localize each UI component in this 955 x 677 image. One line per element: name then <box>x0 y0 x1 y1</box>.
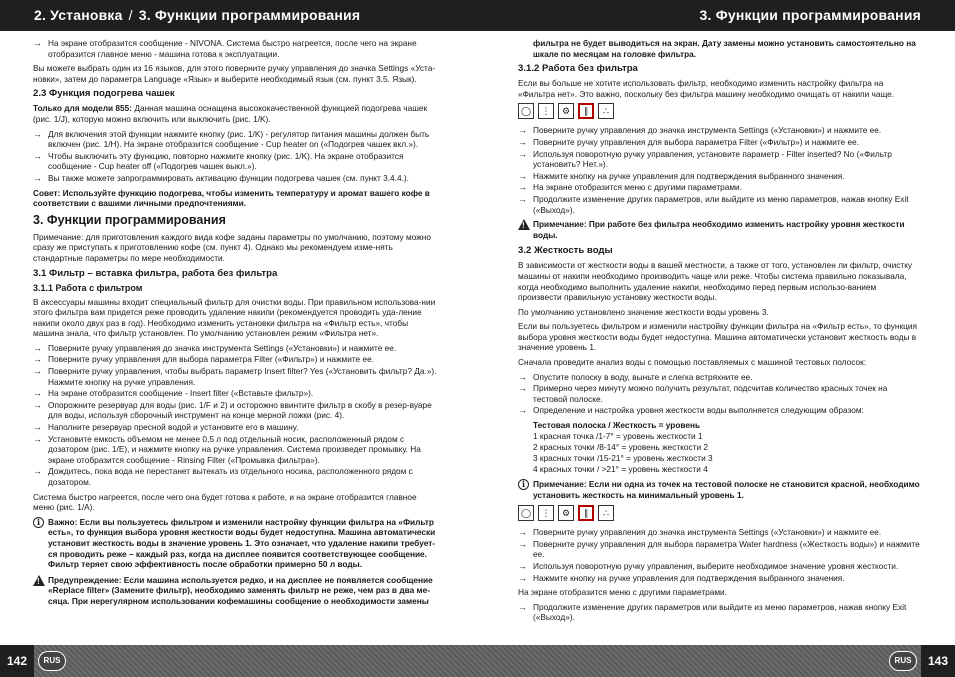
language-badge-left: RUS <box>38 651 66 671</box>
arrow-icon: → <box>518 125 527 136</box>
arrow-icon: → <box>518 572 527 583</box>
arrow-icon: → <box>518 371 527 382</box>
paragraph: В зависимости от жесткости воды в вашей местности, а также от того, установлен ли фильтр, очистку машины от накипи необходимо производить чаще или реже. Чтобы система правильно показывала, когда необходимо выполнить удаление накипи, необходимо перед первым использо-ванием произвести правильную установку жесткости воды. <box>518 260 913 303</box>
list-item: → Установите емкость объемом не менее 0,5 л под отдельный носик, расположенный рядом с дозатором (рис. 1/E), и нажмите кнопку на ручке управления. Система произведет промывку. На экране отобразится сообщение - Rinsing Filter («Промывка фильтра»). <box>33 433 421 465</box>
descale-icon: ∴ <box>598 505 614 521</box>
list-item: → Поверните ручку управления до значка инструмента Settings («Установки») и нажмите ее. <box>518 527 882 538</box>
section-heading: 3.1.2 Работа без фильтра <box>518 63 638 75</box>
paragraph: Если вы больше не хотите использовать фильтр, необходимо изменить настройку фильтра на «Фильтра нет». Это важно, поскольку без фильтра машину необходимо очищать от накипи чаще. <box>518 78 895 99</box>
arrow-icon: → <box>518 601 527 612</box>
list-item: → Поверните ручку управления до значка инструмента Settings («Установки») и нажмите ее. <box>518 125 882 136</box>
paragraph: На экране отобразится меню с другими параметрами. <box>518 587 727 598</box>
brush-drops-icon: ⋮ <box>538 505 554 521</box>
list-item: → Продолжите изменение других параметров или выйдите из меню параметров, нажав кнопку Exit («Выход»). <box>518 601 907 623</box>
paragraph: Система быстро нагреется, после чего она будет готова к работе, и на экране отобразится главное меню (рис. 1/A). <box>33 491 417 513</box>
list-item: → Дождитесь, пока вода не перестанет вытекать из отдельного носика, расположенного рядом с дозатором. <box>33 466 413 487</box>
warning-icon <box>33 575 45 587</box>
list-item: → Используя поворотную ручку управления, выберите необходимое значение уровня жесткости. <box>518 560 899 571</box>
arrow-icon: → <box>33 433 42 444</box>
paragraph: Если вы пользуетесь фильтром и изменили настройку функции фильтра на «Фильтр есть», то функция выбора уровня жесткости воды будет недоступна. Машина автоматически установит жесткость воды в значение уровень 1. <box>518 321 917 353</box>
hardness-row: 3 красных точки /15-21° = уровень жесткости 3 <box>533 453 713 464</box>
footer-bar <box>0 645 955 677</box>
arrow-icon: → <box>33 466 42 477</box>
hardness-title: Тестовая полоска / Жесткость = уровень <box>533 420 701 431</box>
list-item: → Нажмите кнопку на ручке управления для подтверждения выбранного значения. <box>518 170 845 181</box>
arrow-icon: → <box>518 182 527 193</box>
cup-icon: ◯ <box>518 505 534 521</box>
left-column <box>33 38 439 612</box>
filter-steps-list <box>33 343 439 488</box>
header-left <box>34 7 360 23</box>
brush-drops-icon: ⋮ <box>538 103 554 119</box>
arrow-icon: → <box>518 405 527 416</box>
menu-icon-row <box>518 103 922 119</box>
arrow-icon: → <box>33 399 42 410</box>
important-note: i Важно: Если вы пользуетесь фильтром и изменили настройку функции фильтра на «Фильтр есть», то функция выбора уровня жесткости воды будет недоступна. Машина автоматически установит жесткость воды в значение уровень 1. Это означает, что удаление накипи требует-ся проводить реже – каждый раз, когда на дисплее появится соответствующее сообщение. Фильтр теряет свою эффективность после обработки примерно 50 л воды. <box>33 517 439 570</box>
test-strip-list <box>518 372 922 416</box>
info-note: i Примечание: Если ни одна из точек на тестовой полоске не становится красной, необходимо установить жесткость на минимальный уровень 1. <box>518 479 922 500</box>
header-separator: / <box>128 7 133 23</box>
hardness-steps-list <box>518 527 922 583</box>
exit-list <box>518 602 922 623</box>
arrow-icon: → <box>518 148 527 159</box>
arrow-icon: → <box>518 383 527 394</box>
paragraph: Только для модели 855: Данная машина оснащена высококачественной функцией подогрева чашек (рис. 1/J), которую можно включить или выключить (рис. 1/K). <box>33 103 428 124</box>
arrow-icon: → <box>33 366 42 377</box>
advice-text: Совет: Используйте функцию подогрева, чтобы изменить температуру и аромат вашего кофе в соответствии с вашими личными предпочтениями. <box>33 187 430 209</box>
cup-icon: ◯ <box>518 103 534 119</box>
list-item: → Поверните ручку управления для выбора параметра Filter («Фильтр») и нажмите ее. <box>33 354 375 365</box>
arrow-icon: → <box>518 170 527 181</box>
cup-heater-list <box>33 129 439 184</box>
arrow-icon: → <box>33 38 42 48</box>
arrow-icon: → <box>33 388 42 399</box>
language-badge-right: RUS <box>889 651 917 671</box>
arrow-icon: → <box>518 527 527 538</box>
paragraph: По умолчанию установлено значение жесткости воды уровень 3. <box>518 306 769 317</box>
list-item: → Нажмите кнопку на ручке управления для подтверждения выбранного значения. <box>518 572 845 583</box>
section-heading: 3.1 Фильтр – вставка фильтра, работа без фильтра <box>33 267 278 279</box>
header-left-chapter: 3. Функции программирования <box>138 7 361 23</box>
header-left-section: 2. Установка <box>34 7 123 23</box>
list-item: → На экране отобразится меню с другими параметрами. <box>518 182 742 193</box>
warning-note: ! Предупреждение: Если машина используется редко, и на дисплее не появляется сообщение «Replace filter» (Замените фильтр), необходимо заменять фильтр не реже, чем раз в два ме-сяца. При нерегулярном использовании кофемашины сообщение о необходимости замены <box>33 575 439 607</box>
settings-icon: ⚙ <box>558 505 574 521</box>
header-right: 3. Функции программирования <box>699 7 921 23</box>
list-item: → Поверните ручку управления для выбора параметра Filter («Фильтр») и нажмите ее. <box>518 136 860 147</box>
descale-icon: ∴ <box>598 103 614 119</box>
list-item: → Опустите полоску в воду, выньте и слегка встряхните ее. <box>518 371 753 382</box>
no-filter-steps-list <box>518 125 922 215</box>
subsection-heading: 3.1.1 Работа с фильтром <box>33 282 143 293</box>
list-item: → Примерно через минуту можно получить результат, подсчитав количество красных точек на тестовой полоске. <box>518 383 888 404</box>
list-item: → Определение и настройка уровня жесткости воды выполняется следующим образом: <box>518 405 864 416</box>
caution-note: ! Примечание: При работе без фильтра необходимо изменить настройку уровня жесткости воды. <box>518 219 922 240</box>
info-icon: i <box>33 517 45 529</box>
arrow-icon: → <box>33 150 42 161</box>
list-item: → Поверните ручку управления, чтобы выбрать параметр Insert filter? Yes («Установить фильтр? Да.»). Нажмите кнопку на ручке управления. <box>33 366 437 387</box>
arrow-icon: → <box>33 128 42 139</box>
arrow-icon: → <box>518 193 527 204</box>
warning-icon <box>518 219 530 231</box>
right-column <box>518 38 922 627</box>
hardness-row: 2 красных точки /8-14° = уровень жесткости 2 <box>533 442 709 453</box>
arrow-icon: → <box>518 560 527 571</box>
list-item: → Продолжите изменение других параметров, или выйдите из меню параметров, нажав кнопку Exit («Выход»). <box>518 193 909 215</box>
paragraph: Примечание: для приготовления каждого вида кофе заданы параметры по умолчанию, поэтому можно сразу же приступать к приготовлению кофе (см. пункт 4). Однако мы рекомендуем изме-нять стандартные параметры по мере необходимости. <box>33 231 431 263</box>
arrow-icon: → <box>33 422 42 433</box>
list-item: → Поверните ручку управления до значка инструмента Settings («Установки») и нажмите ее. <box>33 342 397 353</box>
filter-icon: ∥ <box>578 505 594 521</box>
section-heading: 3.2 Жесткость воды <box>518 245 613 257</box>
arrow-icon: → <box>33 342 42 353</box>
list-item: → Используя поворотную ручку управления, установите параметр - Filter inserted? No («Фильтр установить? Нет.»). <box>518 148 892 170</box>
list-item: → Для включения этой функции нажмите кнопку (рис. 1/K) - регулятор питания машины должен быть включен (рис. 1/H). На экране отобразится сообщение - Cup heater on («Подогрев чашек вкл.»). <box>33 128 430 150</box>
arrow-icon: → <box>33 172 42 183</box>
header-bar <box>0 0 955 31</box>
paragraph: Сначала проведите анализ воды с помощью поставляемых с машиной тестовых полосок: <box>518 357 867 368</box>
list-item: → Чтобы выключить эту функцию, повторно нажмите кнопку (рис. 1/K). На экране отобразится сообщение - Cup heater off («Подогрев чашек выкл.»). <box>33 150 404 172</box>
paragraph: фильтра не будет выводиться на экран. Дату замены можно установить самостоятельно на шкале по месяцам на головке фильтра. <box>533 38 916 59</box>
paragraph: Вы можете выбрать один из 16 языков, для этого поверните ручку управления до значка Settings «Уста-новки», затем до параметра Language «Язык» и выберите необходимый язык (см. пункт 3.5. Язык). <box>33 63 436 84</box>
chapter-heading: 3. Функции программирования <box>33 212 226 227</box>
list-item: → Поверните ручку управления для выбора параметра Water hardness («Жесткость воды») и нажмите ее. <box>518 538 920 560</box>
paragraph: В аксессуары машины входит специальный фильтр для очистки воды. При правильном использова-нии этого фильтра вам придется реже проводить удаление накипи (рекомендуется проводить уда-ление накипи около двух раз в год). Необходимо изменить установки фильтра на «Фильтр есть», чтобы машина знала, что фильтр установлен. По умолчанию установлен режим «Фильтра нет». <box>33 296 436 339</box>
arrow-icon: → <box>33 354 42 365</box>
list-item: → Вы также можете запрограммировать активацию функции подогрева чашек (см. пункт 3.4.4.). <box>33 172 409 183</box>
page-number-left: 142 <box>0 645 34 677</box>
hardness-row: 4 красных точки / >21° = уровень жесткости 4 <box>533 464 708 475</box>
filter-icon: ∥ <box>578 103 594 119</box>
list-item: → На экране отобразится сообщение - Insert filter («Вставьте фильтр»). <box>33 388 314 399</box>
menu-icon-row <box>518 505 922 521</box>
section-heading: 2.3 Функция подогрева чашек <box>33 88 175 100</box>
info-icon: i <box>518 479 530 491</box>
page-number-right: 143 <box>921 645 955 677</box>
list-item: → Опорожните резервуар для воды (рис. 1/F и 2) и осторожно ввинтите фильтр в скобу в резер-вуаре для воды, используя сборочный инструмент на конце мерной ложки (рис. 4). <box>33 399 432 421</box>
list-item: → На экране отобразится сообщение - NIVONA. Система быстро нагреется, после чего на экране отобразится главное меню - машина готова к эксплуатации. <box>33 38 417 59</box>
settings-icon: ⚙ <box>558 103 574 119</box>
arrow-icon: → <box>518 136 527 147</box>
intro-list <box>33 38 439 59</box>
hardness-row: 1 красная точка /1-7° = уровень жесткости 1 <box>533 431 703 442</box>
arrow-icon: → <box>518 538 527 549</box>
list-item: → Наполните резервуар пресной водой и установите его в машину. <box>33 422 299 433</box>
hardness-table <box>533 420 922 475</box>
